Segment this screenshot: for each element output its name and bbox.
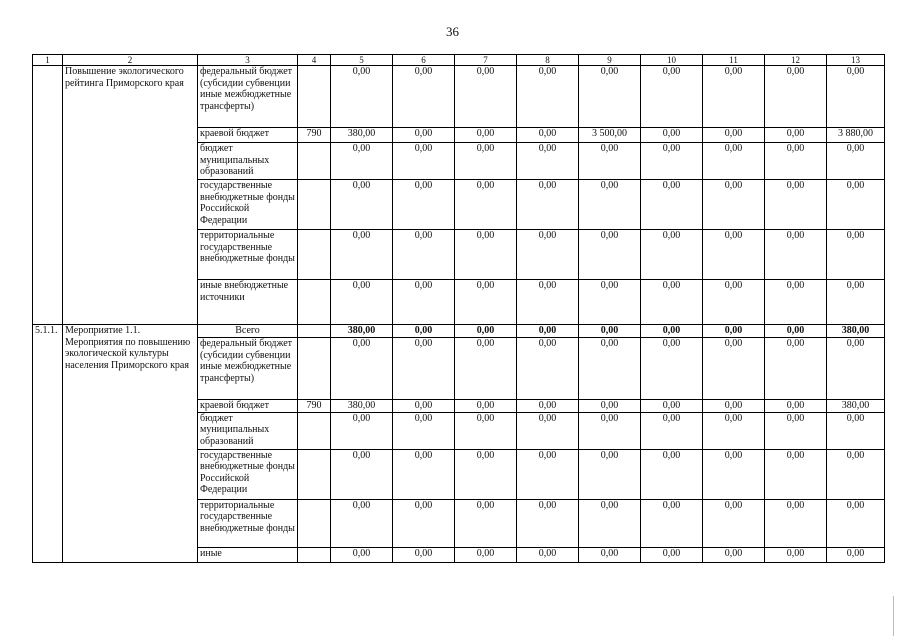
amount-cell: 0,00 xyxy=(827,143,885,180)
amount-cell: 0,00 xyxy=(827,338,885,400)
funding-source: краевой бюджет xyxy=(198,128,298,143)
budget-table xyxy=(32,54,885,563)
amount-cell: 0,00 xyxy=(331,338,393,400)
amount-cell: 0,00 xyxy=(455,143,517,180)
column-header: 7 xyxy=(455,55,517,66)
amount-cell: 0,00 xyxy=(331,499,393,547)
column-header: 9 xyxy=(579,55,641,66)
amount-cell: 0,00 xyxy=(641,412,703,449)
amount-cell: 0,00 xyxy=(579,547,641,562)
amount-cell: 0,00 xyxy=(641,547,703,562)
table-row xyxy=(33,66,885,128)
amount-cell: 0,00 xyxy=(393,338,455,400)
amount-cell: 0,00 xyxy=(517,128,579,143)
amount-cell: 0,00 xyxy=(827,230,885,280)
amount-cell: 0,00 xyxy=(393,230,455,280)
amount-cell: 0,00 xyxy=(393,66,455,128)
column-header: 4 xyxy=(298,55,331,66)
amount-cell: 3 880,00 xyxy=(827,128,885,143)
budget-code xyxy=(298,547,331,562)
funding-source: иные внебюджетные источники xyxy=(198,280,298,325)
amount-cell: 0,00 xyxy=(455,325,517,338)
amount-cell: 0,00 xyxy=(393,143,455,180)
funding-source: государственные внебюджетные фонды Российской Федерации xyxy=(198,180,298,230)
page-number: 36 xyxy=(446,24,459,39)
column-header: 10 xyxy=(641,55,703,66)
amount-cell: 0,00 xyxy=(455,280,517,325)
amount-cell: 380,00 xyxy=(331,400,393,413)
amount-cell: 0,00 xyxy=(827,66,885,128)
amount-cell: 0,00 xyxy=(765,547,827,562)
section-title: Мероприятие 1.1. Мероприятия по повышению экологической культуры населения Приморского края xyxy=(63,325,198,563)
amount-cell: 0,00 xyxy=(765,180,827,230)
budget-code xyxy=(298,499,331,547)
amount-cell: 0,00 xyxy=(579,499,641,547)
amount-cell: 0,00 xyxy=(331,280,393,325)
amount-cell: 0,00 xyxy=(765,66,827,128)
amount-cell: 0,00 xyxy=(703,66,765,128)
funding-source: государственные внебюджетные фонды Российской Федерации xyxy=(198,449,298,499)
amount-cell: 0,00 xyxy=(517,325,579,338)
amount-cell: 0,00 xyxy=(455,128,517,143)
amount-cell: 0,00 xyxy=(765,230,827,280)
budget-code xyxy=(298,412,331,449)
amount-cell: 0,00 xyxy=(393,547,455,562)
amount-cell: 0,00 xyxy=(455,499,517,547)
funding-source: территориальные государственные внебюджетные фонды xyxy=(198,499,298,547)
amount-cell: 0,00 xyxy=(455,66,517,128)
budget-code xyxy=(298,280,331,325)
budget-code xyxy=(298,338,331,400)
amount-cell: 0,00 xyxy=(393,400,455,413)
amount-cell: 0,00 xyxy=(579,230,641,280)
column-header: 11 xyxy=(703,55,765,66)
amount-cell: 0,00 xyxy=(331,412,393,449)
amount-cell: 0,00 xyxy=(765,412,827,449)
amount-cell: 0,00 xyxy=(641,230,703,280)
budget-code: 790 xyxy=(298,400,331,413)
column-header: 13 xyxy=(827,55,885,66)
amount-cell: 0,00 xyxy=(641,280,703,325)
amount-cell: 0,00 xyxy=(641,128,703,143)
amount-cell: 380,00 xyxy=(827,400,885,413)
amount-cell: 0,00 xyxy=(579,400,641,413)
budget-code xyxy=(298,230,331,280)
column-header: 3 xyxy=(198,55,298,66)
amount-cell: 0,00 xyxy=(765,143,827,180)
amount-cell: 0,00 xyxy=(579,325,641,338)
amount-cell: 0,00 xyxy=(517,338,579,400)
amount-cell: 0,00 xyxy=(765,400,827,413)
column-header: 5 xyxy=(331,55,393,66)
amount-cell: 0,00 xyxy=(455,338,517,400)
amount-cell: 0,00 xyxy=(517,280,579,325)
amount-cell: 0,00 xyxy=(703,499,765,547)
amount-cell: 0,00 xyxy=(517,143,579,180)
funding-source: федеральный бюджет (субсидии субвенции иные межбюджетные трансферты) xyxy=(198,338,298,400)
amount-cell: 0,00 xyxy=(517,66,579,128)
amount-cell: 0,00 xyxy=(517,547,579,562)
amount-cell: 0,00 xyxy=(579,143,641,180)
amount-cell: 0,00 xyxy=(455,449,517,499)
funding-source: бюджет муниципальных образований xyxy=(198,143,298,180)
amount-cell: 0,00 xyxy=(641,338,703,400)
amount-cell: 0,00 xyxy=(641,449,703,499)
amount-cell: 380,00 xyxy=(331,325,393,338)
amount-cell: 0,00 xyxy=(703,338,765,400)
amount-cell: 0,00 xyxy=(579,180,641,230)
amount-cell: 0,00 xyxy=(765,280,827,325)
amount-cell: 0,00 xyxy=(517,180,579,230)
budget-code xyxy=(298,143,331,180)
amount-cell: 0,00 xyxy=(517,230,579,280)
amount-cell: 0,00 xyxy=(331,449,393,499)
table-body xyxy=(33,66,885,563)
margin-line xyxy=(893,596,894,636)
amount-cell: 0,00 xyxy=(827,499,885,547)
amount-cell: 0,00 xyxy=(331,143,393,180)
header-row xyxy=(33,55,885,66)
amount-cell: 0,00 xyxy=(641,66,703,128)
amount-cell: 0,00 xyxy=(393,128,455,143)
amount-cell: 0,00 xyxy=(703,280,765,325)
amount-cell: 0,00 xyxy=(455,412,517,449)
column-header: 2 xyxy=(63,55,198,66)
amount-cell: 0,00 xyxy=(703,143,765,180)
budget-code xyxy=(298,449,331,499)
amount-cell: 0,00 xyxy=(765,449,827,499)
amount-cell: 0,00 xyxy=(703,325,765,338)
amount-cell: 0,00 xyxy=(455,547,517,562)
amount-cell: 0,00 xyxy=(765,499,827,547)
amount-cell: 0,00 xyxy=(765,128,827,143)
amount-cell: 0,00 xyxy=(641,499,703,547)
amount-cell: 0,00 xyxy=(331,180,393,230)
amount-cell: 0,00 xyxy=(393,280,455,325)
funding-source: федеральный бюджет (субсидии субвенции иные межбюджетные трансферты) xyxy=(198,66,298,128)
budget-code xyxy=(298,66,331,128)
funding-source: краевой бюджет xyxy=(198,400,298,413)
amount-cell: 0,00 xyxy=(579,412,641,449)
amount-cell: 0,00 xyxy=(703,180,765,230)
amount-cell: 0,00 xyxy=(641,325,703,338)
amount-cell: 0,00 xyxy=(579,338,641,400)
funding-source: Всего xyxy=(198,325,298,338)
amount-cell: 0,00 xyxy=(393,412,455,449)
amount-cell: 0,00 xyxy=(331,66,393,128)
amount-cell: 0,00 xyxy=(641,180,703,230)
amount-cell: 0,00 xyxy=(703,449,765,499)
amount-cell: 0,00 xyxy=(827,280,885,325)
amount-cell: 0,00 xyxy=(827,412,885,449)
amount-cell: 0,00 xyxy=(703,412,765,449)
budget-code xyxy=(298,180,331,230)
amount-cell: 0,00 xyxy=(703,400,765,413)
budget-code: 790 xyxy=(298,128,331,143)
amount-cell: 0,00 xyxy=(703,128,765,143)
amount-cell: 0,00 xyxy=(331,230,393,280)
amount-cell: 0,00 xyxy=(393,499,455,547)
funding-source: территориальные государственные внебюджетные фонды xyxy=(198,230,298,280)
amount-cell: 0,00 xyxy=(579,280,641,325)
amount-cell: 0,00 xyxy=(703,547,765,562)
amount-cell: 0,00 xyxy=(641,400,703,413)
amount-cell: 0,00 xyxy=(641,143,703,180)
amount-cell: 0,00 xyxy=(455,400,517,413)
amount-cell: 0,00 xyxy=(393,449,455,499)
amount-cell: 3 500,00 xyxy=(579,128,641,143)
amount-cell: 0,00 xyxy=(827,449,885,499)
amount-cell: 0,00 xyxy=(517,499,579,547)
column-header: 12 xyxy=(765,55,827,66)
column-header: 8 xyxy=(517,55,579,66)
amount-cell: 0,00 xyxy=(579,449,641,499)
section-title: Повышение экологического рейтинга Приморского края xyxy=(63,66,198,325)
amount-cell: 0,00 xyxy=(827,547,885,562)
section-number xyxy=(33,66,63,325)
amount-cell: 0,00 xyxy=(517,449,579,499)
column-header: 6 xyxy=(393,55,455,66)
table-row-total xyxy=(33,325,885,338)
amount-cell: 0,00 xyxy=(765,325,827,338)
budget-code xyxy=(298,325,331,338)
amount-cell: 0,00 xyxy=(393,325,455,338)
amount-cell: 0,00 xyxy=(393,180,455,230)
amount-cell: 0,00 xyxy=(703,230,765,280)
amount-cell: 0,00 xyxy=(455,180,517,230)
amount-cell: 0,00 xyxy=(765,338,827,400)
amount-cell: 0,00 xyxy=(579,66,641,128)
funding-source: бюджет муниципальных образований xyxy=(198,412,298,449)
section-number: 5.1.1. xyxy=(33,325,63,563)
amount-cell: 0,00 xyxy=(331,547,393,562)
amount-cell: 0,00 xyxy=(455,230,517,280)
column-header: 1 xyxy=(33,55,63,66)
amount-cell: 0,00 xyxy=(517,412,579,449)
amount-cell: 380,00 xyxy=(827,325,885,338)
amount-cell: 0,00 xyxy=(517,400,579,413)
amount-cell: 380,00 xyxy=(331,128,393,143)
funding-source: иные xyxy=(198,547,298,562)
amount-cell: 0,00 xyxy=(827,180,885,230)
